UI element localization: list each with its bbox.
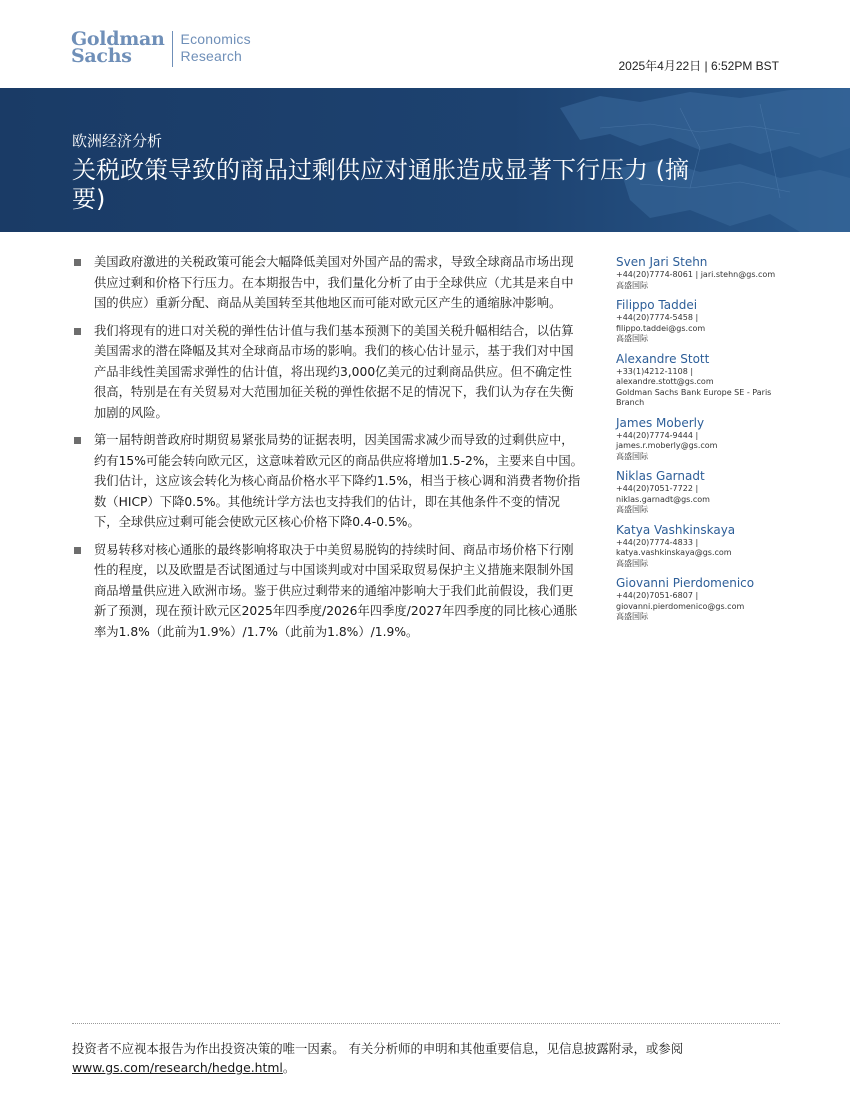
author-contact[interactable]: +44(20)7774-4833 | katya.vashkinskaya@gs.com <box>616 537 732 557</box>
author-contact[interactable]: +44(20)7774-5458 | filippo.taddei@gs.com <box>616 313 706 333</box>
logo-dept-1: Economics <box>180 31 251 47</box>
author-firm: 高盛国际 <box>616 280 648 290</box>
author-entry <box>616 468 786 516</box>
bullet-text: 我们将现有的进口对关税的弹性估计值与我们基本预测下的美国关税升幅相结合，以估算美国需求的潜在降幅及其对全球商品市场的影响。我们的核心估计显示，基于我们对中国产品非线性美国需求弹性的估计值，将出现约3,000亿美元的过剩商品供应。但不确定性很高，特别是在有关贸易对大范围加征关税的弹性依据不足的情况下，我们认为存在失衡加剧的风险。 <box>94 323 574 420</box>
author-contact[interactable]: +44(20)7051-6807 | giovanni.pierdomenico@gs.com <box>616 591 745 611</box>
logo-line-1: Goldman <box>71 28 165 50</box>
author-contact[interactable]: +44(20)7774-8061 | jari.stehn@gs.com <box>616 270 776 279</box>
author-entry <box>616 254 786 291</box>
author-contact[interactable]: +33(1)4212-1108 | alexandre.stott@gs.com <box>616 366 714 386</box>
author-name[interactable]: Niklas Garnadt <box>616 469 705 483</box>
summary-bullet <box>72 540 584 643</box>
author-firm: 高盛国际 <box>616 505 648 514</box>
square-bullet-icon <box>74 328 81 335</box>
author-firm: 高盛国际 <box>616 334 648 343</box>
title-banner <box>0 88 850 232</box>
author-contact[interactable]: +44(20)7774-9444 | james.r.moberly@gs.com <box>616 430 718 450</box>
logo-dept-2: Research <box>180 48 243 64</box>
author-name[interactable]: James Moberly <box>616 415 705 430</box>
bullet-text: 第一届特朗普政府时期贸易紧张局势的证据表明，因美国需求减少而导致的过剩供应中，约有15%可能会转向欧元区，这意味着欧元区的商品供应将增加1.5-2%，主要来自中国。我们估计，这应该会转化为核心商品价格水平下降约1.5%，相当于核心调和消费者物价指数（HICP）下降0.5%。其他统计学方法也支持我们的估计，即在其他条件不变的情况下，全球供应过剩可能会使欧元区核心价格下降0.4-0.5%。 <box>94 433 583 529</box>
author-entry <box>616 575 786 623</box>
footer-divider <box>72 1023 780 1024</box>
square-bullet-icon <box>74 259 81 266</box>
author-entry <box>616 297 786 345</box>
author-name[interactable]: Giovanni Pierdomenico <box>616 576 755 590</box>
summary-bullet <box>72 321 584 424</box>
disclosure-footer <box>72 1039 792 1077</box>
author-entry <box>616 351 786 409</box>
author-name[interactable]: Alexandre Stott <box>616 351 710 366</box>
logo-line-2: Sachs <box>71 45 132 67</box>
report-title: 关税政策导致的商品过剩供应对通胀造成显著下行压力 (摘要) <box>72 156 689 213</box>
author-list <box>616 254 786 629</box>
author-contact[interactable]: +44(20)7051-7722 | niklas.garnadt@gs.com <box>616 484 710 504</box>
bullet-text: 美国政府激进的关税政策可能会大幅降低美国对外国产品的需求，导致全球商品市场出现供应过剩和价格下行压力。在本期报告中，我们量化分析了由于全球供应（尤其是来自中国的供应）重新分配、商品从美国转至其他地区而可能对欧元区产生的通缩脉冲影响。 <box>94 255 574 310</box>
square-bullet-icon <box>74 547 81 554</box>
square-bullet-icon <box>74 437 81 444</box>
summary-bullets <box>72 252 584 649</box>
section-label: 欧洲经济分析 <box>72 132 163 150</box>
disclosure-end: 。 <box>282 1060 296 1075</box>
author-name[interactable]: Katya Vashkinskaya <box>616 522 736 537</box>
author-firm: Goldman Sachs Bank Europe SE - Paris Branch <box>616 387 772 407</box>
author-firm: 高盛国际 <box>616 451 648 461</box>
author-firm: 高盛国际 <box>616 612 648 621</box>
disclosure-link[interactable]: www.gs.com/research/hedge.html <box>72 1060 283 1075</box>
report-date: 2025年4月22日 | 6:52PM BST <box>618 59 779 73</box>
bullet-text: 贸易转移对核心通胀的最终影响将取决于中美贸易脱钩的持续时间、商品市场价格下行刚性的程度，以及欧盟是否试图通过与中国谈判或对中国采取贸易保护主义措施来限制外国商品增量供应进入欧洲市场。鉴于供应过剩带来的通缩冲影响大于我们此前假设，我们更新了预测，现在预计欧元区2025年四季度/2026年四季度/2027年四季度的同比核心通胀率为1.8%（此前为1.9%）/1.7%（此前为1.8%）/1.9%。 <box>94 542 578 639</box>
author-name[interactable]: Sven Jari Stehn <box>616 255 708 269</box>
author-firm: 高盛国际 <box>616 558 648 568</box>
disclosure-text: 投资者不应视本报告为作出投资决策的唯一因素。 有关分析师的申明和其他重要信息，见信息披露附录，或参阅 <box>72 1041 684 1056</box>
summary-bullet <box>72 430 584 533</box>
summary-bullet <box>72 252 584 314</box>
goldman-sachs-logo <box>71 28 251 67</box>
author-entry <box>616 522 786 570</box>
logo-divider <box>172 31 173 67</box>
author-entry <box>616 415 786 463</box>
author-name[interactable]: Filippo Taddei <box>616 298 698 312</box>
page-header <box>0 0 850 88</box>
